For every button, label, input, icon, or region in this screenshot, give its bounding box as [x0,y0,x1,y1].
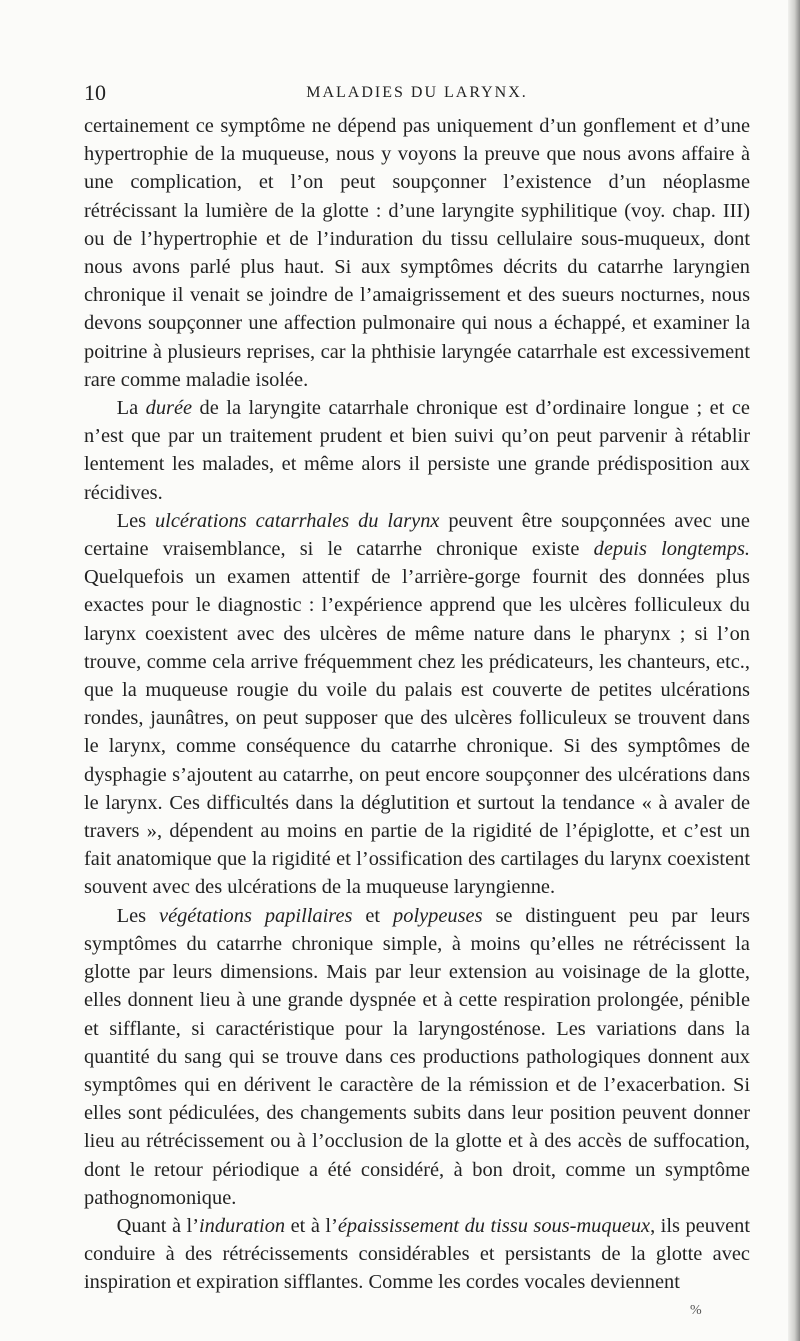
paragraph-1 [84,112,750,394]
text-run: peuvent être soupçonnées avec une certaine vraisemblance, si le catarrhe chronique existe [84,509,750,561]
text-run: certainement ce symptôme ne dépend pas uniquement d’un gonflement et d’une hypertrophie de la muqueuse, nous y voyons la preuve que nous avons affaire à une complication, et l’on peut soupçonner l’existence d’un néoplasme rétrécissant la lumière de la glotte : d’une laryngite syphilitique (voy. chap. [84,115,750,222]
text-run: et [352,904,394,927]
italic-term: durée [145,397,193,420]
italic-term: ulcérations catarrhales du larynx [154,509,440,532]
italic-term: végétations papillaires [159,904,353,927]
italic-term: épaississement du tissu sous-muqueux [337,1214,651,1237]
page-header [84,80,750,110]
paragraph-vegetations [84,902,750,1212]
text-run: Quelquefois un examen attentif de l’arrière-gorge fournit des données plus exactes pour le diagnostic : l’expérience apprend que les ulcères folliculeux du larynx coexistent avec des ulcères de même nature dans le pharynx ; si l’on trouve, comme cela arrive fréquemment chez les prédicateurs, les chanteurs, etc., que la muqueuse rougie du voile du palais est couverte de petites ulcérations rondes, jaunâtres, on peut supposer que des ulcères folliculeux se trouvent dans le larynx, comme conséquence du catarrhe chronique. Si des symptômes de dysphagie s’ajoutent au catarrhe, on peut encore soupçonner des ulcérations dans le larynx. Ces difficultés dans la déglutition et surtout la tendance « à avaler de travers », dépendent au moins en partie de la rigidité de l’épiglotte, et c’est un fait anatomique que la rigidité et l’ossification des cartilages du larynx coexistent souvent avec des ulcérations de la muqueuse laryngienne. [84,566,750,899]
paragraph-induration [84,1212,750,1297]
text-run: de la laryngite catarrhale chronique est d’ordinaire longue ; et ce n’est que par un traitement prudent et bien suivi qu’on peut parvenir à rétablir lentement les malades, et même alors il persiste une grande prédisposition aux récidives. [84,397,750,504]
text-run: La [116,397,146,420]
text-run: Quant à l’ [116,1214,199,1237]
text-run: et à l’ [285,1214,338,1237]
italic-term: polypeuses [393,904,483,927]
running-head: MALADIES DU LARYNX. [306,84,528,101]
chapter-numeral: III [722,199,744,222]
printer-mark: % [690,1303,702,1318]
text-run: ) ou de l’hypertrophie et de l’induration du tissu cellulaire sous-muqueux, dont nous avons parlé plus haut. Si aux symptômes décrits du catarrhe laryngien chronique il venait se joindre de l’amaigrissement et des sueurs nocturnes, nous devons soupçonner une affection pulmonaire qui nous a échappé, et examiner la poitrine à plusieurs reprises, car la phthisie laryngée catarrhale est excessivement rare comme maladie isolée. [84,199,750,391]
text-run: Les [116,904,160,927]
text-run: , ils peuvent conduire à des rétrécissements considérables et persistants de la glotte avec inspiration et expiration sifflantes. Comme les cordes vocales deviennent [84,1214,750,1294]
text-run: se distinguent peu par leurs symptômes du catarrhe chronique simple, à moins qu’elles ne rétrécissent la glotte par leurs dimensions. Mais par leur extension au voisinage de la glotte, elles donnent lieu à une grande dyspnée et à cette respiration prolongée, pénible et sifflante, si caractéristique pour la laryngosténose. Les variations dans la quantité du sang qui se trouve dans ces productions pathologiques donnent aux symptômes qui en dérivent le caractère de la rémission et de l’exacerbation. Si elles sont pédiculées, des changements subits dans leur position peuvent donner lieu au rétrécissement ou à l’occlusion de la glotte et à des accès de suffocation, dont le retour périodique a été considéré, à bon droit, comme un symptôme pathognomonique. [84,904,750,1209]
page-edge-shadow [788,0,800,1341]
paragraph-duree [84,394,750,507]
italic-term: depuis longtemps. [593,538,750,561]
text-run: Les [116,509,155,532]
paragraph-ulcerations [84,507,750,902]
italic-term: induration [199,1214,286,1237]
body-text [84,112,750,1297]
page-number: 10 [84,80,106,105]
